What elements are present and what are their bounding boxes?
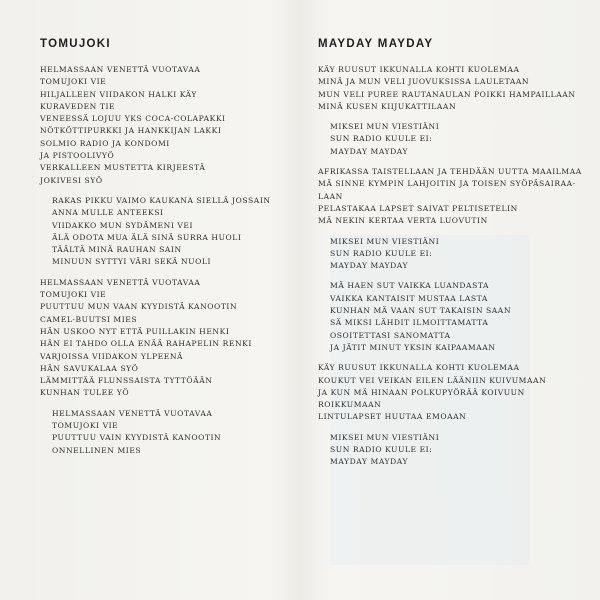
lyric-line: AFRIKASSA TAISTELLAAN JA TEHDÄÄN UUTTA MAAILMAA — [318, 167, 582, 177]
lyric-line: HELMASSAAN VENETTÄ VUOTAVAA — [52, 408, 213, 418]
lyric-line: KOUKUT VEI VEIKAN EILEN LÄÄNIIN KUIVUMAAN — [318, 375, 547, 385]
lyric-line: JA JÄTIT MINUT YKSIN KAIPAAMAAN — [330, 342, 496, 352]
stanza — [40, 64, 271, 187]
lyric-line: MÄ HAEN SUT VAIKKA LUANDASTA — [330, 281, 490, 291]
lyric-line: MAYDAY MAYDAY — [330, 146, 409, 156]
lyric-line: ONNELLINEN MIES — [52, 445, 142, 455]
lyric-line: VARJOISSA VIIDAKON YLPEENÄ — [40, 351, 184, 361]
lyric-line: JA KUN MÄ HINAAN POLKUPYÖRÄÄ KOIVUUN — [318, 387, 525, 397]
lyric-line: ÄLÄ ODOTA MUA ÄLÄ SINÄ SURRA HUOLI — [52, 232, 242, 242]
stanza — [318, 280, 582, 354]
lyric-line: VERKALLEEN MUSTETTA KIRJEESTÄ — [40, 163, 206, 173]
lyric-line: MÄ SINNE KYMPIN LAHJOITIN JA TOISEN SYÖPÄSAIRAA- — [318, 179, 576, 189]
lyric-line: MAYDAY MAYDAY — [330, 457, 409, 467]
lyric-line: LINTULAPSET HUUTAA EMOAAN — [318, 412, 467, 422]
lyric-line: MINÄ KUSEN KIIJUKATTILAAN — [318, 101, 457, 111]
lyric-line: JA PISTOOLIVYÖ — [40, 151, 115, 161]
lyric-line: CAMEL-BUUTSI MIES — [40, 314, 138, 324]
lyric-line: JOKIVESI SYÖ — [40, 175, 103, 185]
lyric-line: VIIDAKKO MUN SYDÄMENI VEI — [52, 220, 194, 230]
lyric-line: NÖTKÖTTIPURKKI JA HANKKIJAN LAKKI — [40, 126, 222, 136]
lyric-line: LAAN — [318, 191, 343, 201]
lyric-line: HÄN USKOO NYT ETTÄ PUILLAKIN HENKI — [40, 326, 230, 336]
left-column — [40, 38, 271, 465]
lyric-line: MINUUN SYTTYI VÄRI SEKÄ NUOLI — [52, 257, 212, 267]
lyric-line: HELMASSAAN VENETTÄ VUOTAVAA — [40, 65, 201, 74]
lyric-line: VENEESSÄ LOJUU YKS COCA-COLAPAKKI — [40, 114, 226, 124]
right-column — [318, 38, 582, 477]
lyric-line: HÄN EI TAHDO OLLA ENÄÄ RAHAPELIN RENKI — [40, 339, 252, 349]
stanza — [40, 277, 271, 400]
stanza — [318, 121, 582, 158]
lyrics-mayday — [318, 64, 582, 469]
lyric-line: LÄMMITTÄÄ FLUNSSAISTA TYTTÖÄÄN — [40, 376, 213, 386]
stanza — [40, 408, 271, 457]
lyric-line: MIKSEI MUN VIESTIÄNI — [330, 432, 440, 442]
stanza — [318, 432, 582, 469]
lyric-line: OSOITETTASI SANOMATTA — [330, 330, 451, 340]
lyric-line: KUNHAN TULEE YÖ — [40, 388, 130, 398]
lyric-line: MIKSEI MUN VIESTIÄNI — [330, 122, 440, 132]
stanza — [40, 195, 271, 269]
lyric-line: SUN RADIO KUULE EI: — [330, 248, 433, 258]
lyric-line: TOMUJOKI VIE — [40, 290, 107, 300]
lyric-line: MÄ NEKIN KERTAA VERTA LUOVUTIN — [318, 216, 488, 226]
lyric-line: VAIKKA KANTAISIT MUSTAA LASTA — [330, 293, 488, 303]
stanza — [318, 362, 582, 423]
lyric-line: PUUTTUU VAIN KYYDISTÄ KANOOTIN — [52, 433, 222, 443]
lyric-line: ANNA MULLE ANTEEKSI — [52, 208, 164, 218]
lyric-line: KÄY RUUSUT IKKUNALLA KOHTI KUOLEMAA — [318, 363, 520, 373]
lyric-line: HILJALLEEN VIIDAKON HALKI KÄY — [40, 89, 197, 99]
stanza — [318, 166, 582, 227]
lyric-line: KÄY RUUSUT IKKUNALLA KOHTI KUOLEMAA — [318, 65, 520, 74]
lyric-line: ROIKKUMAAN — [318, 400, 382, 410]
lyric-line: KURAVEDEN TIE — [40, 101, 116, 111]
lyric-line: TOMUJOKI VIE — [52, 421, 119, 431]
lyric-line: RAKAS PIKKU VAIMO KAUKANA SIELLÄ JOSSAIN — [52, 195, 271, 205]
lyric-line: SÄ MIKSI LÄHDIT ILMOITTAMATTA — [330, 318, 489, 328]
lyric-line: SUN RADIO KUULE EI: — [330, 445, 433, 455]
lyric-line: MUN VELI PUREE RAUTANAULAN POIKKI HAMPAILLAAN — [318, 89, 576, 99]
lyric-line: TOMUJOKI VIE — [40, 77, 107, 87]
lyrics-tomujoki — [40, 64, 271, 457]
lyric-line: SOLMIO RADIO JA KONDOMI — [40, 138, 170, 148]
lyric-line: PUUTTUU MUN VAAN KYYDISTÄ KANOOTIN — [40, 302, 238, 312]
song-title-tomujoki: TOMUJOKI — [40, 38, 111, 50]
lyric-line: MAYDAY MAYDAY — [330, 261, 409, 271]
lyric-line: SUN RADIO KUULE EI: — [330, 134, 433, 144]
lyric-line: PELASTAKAA LAPSET SAIVAT PELTISETELIN — [318, 203, 518, 213]
lyric-line: TÄÄLTÄ MINÄ RAUHAN SAIN — [52, 245, 182, 255]
lyric-line: HELMASSAAN VENETTÄ VUOTAVAA — [40, 277, 201, 287]
lyric-line: KUNHAN MÄ VAAN SUT TAKAISIN SAAN — [330, 306, 512, 316]
stanza — [318, 236, 582, 273]
song-title-mayday: MAYDAY MAYDAY — [318, 38, 434, 50]
lyric-line: HÄN SAVUKALAA SYÖ — [40, 363, 139, 373]
lyric-line: MINÄ JA MUN VELI JUOVUKSISSA LAULETAAN — [318, 77, 530, 87]
lyric-line: MIKSEI MUN VIESTIÄNI — [330, 236, 440, 246]
stanza — [318, 64, 582, 113]
